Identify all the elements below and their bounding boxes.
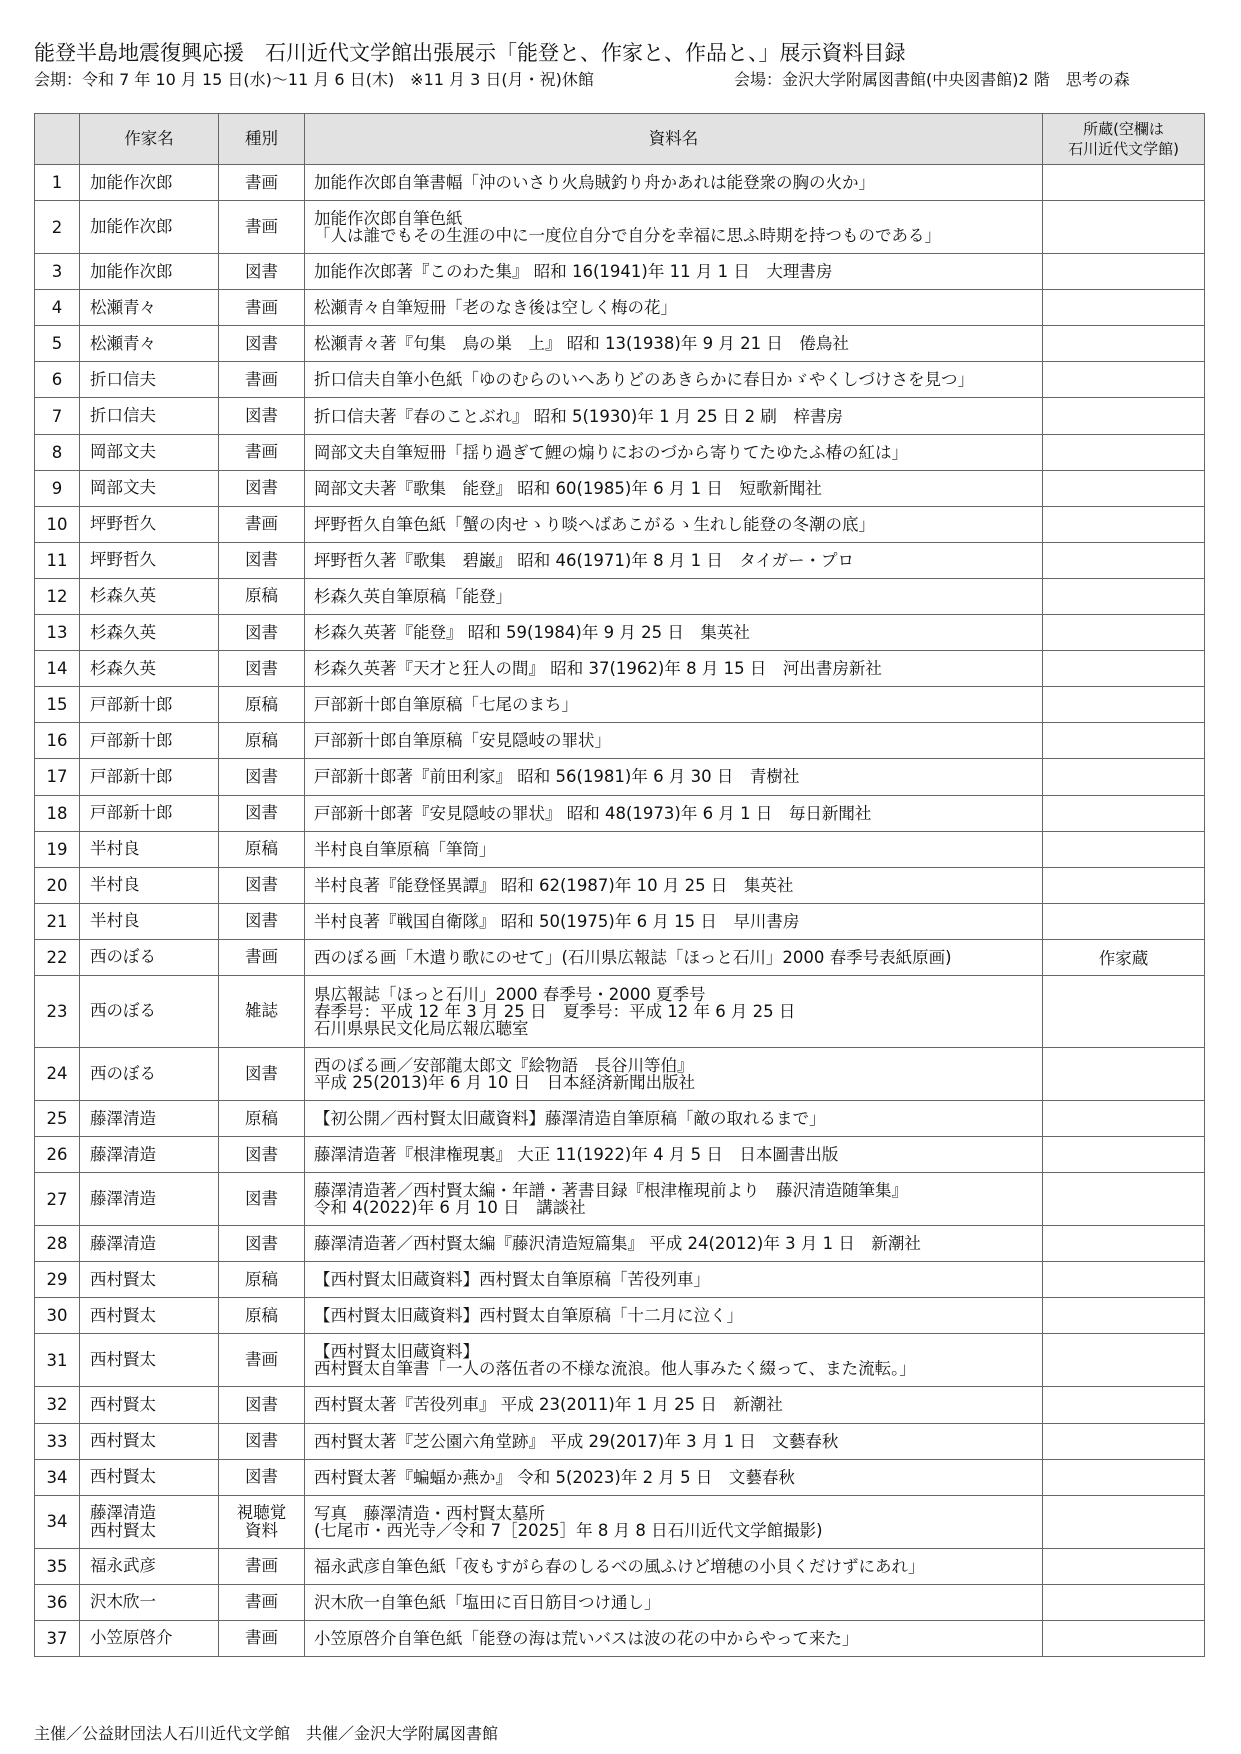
title-cell: 折口信夫自筆小色紙「ゆのむらのいへありどのあきらかに春日かゞやくしづけさを見つ」 <box>305 362 1043 398</box>
title-cell: 西村賢太著『芝公園六角堂跡』 平成 29(2017)年 3 月 1 日 文藝春秋 <box>305 1423 1043 1459</box>
catalog-table <box>34 113 1205 1657</box>
title-cell: 藤澤清造著／西村賢太編『藤沢清造短篇集』 平成 24(2012)年 3 月 1 日 新潮社 <box>305 1226 1043 1262</box>
kind-cell: 書画 <box>219 362 305 398</box>
owner-cell <box>1043 903 1205 939</box>
row-number: 1 <box>35 165 80 201</box>
owner-cell <box>1043 1548 1205 1584</box>
table-row <box>35 1047 1205 1100</box>
author-cell: 加能作次郎 <box>80 165 219 201</box>
owner-cell <box>1043 1387 1205 1423</box>
row-number: 34 <box>35 1459 80 1495</box>
row-number: 13 <box>35 615 80 651</box>
kind-cell: 図書 <box>219 1173 305 1226</box>
title-cell: 加能作次郎自筆色紙 「人は誰でもその生涯の中に一度位自分で自分を幸福に思ふ時期を持つものである」 <box>305 201 1043 254</box>
owner-cell <box>1043 759 1205 795</box>
kind-cell: 書画 <box>219 939 305 975</box>
kind-cell: 原稿 <box>219 578 305 614</box>
kind-cell: 図書 <box>219 795 305 831</box>
owner-cell <box>1043 1173 1205 1226</box>
author-cell: 西村賢太 <box>80 1387 219 1423</box>
title-cell: 戸部新十郎自筆原稿「七尾のまち」 <box>305 687 1043 723</box>
kind-cell: 図書 <box>219 1387 305 1423</box>
table-header-row <box>35 114 1205 165</box>
title-cell: 折口信夫著『春のことぶれ』 昭和 5(1930)年 1 月 25 日 2 刷 梓書房 <box>305 398 1043 434</box>
organizer-credit: 主催／公益財団法人石川近代文学館 共催／金沢大学附属図書館 <box>34 1724 499 1743</box>
column-header-owner-line1: 所蔵(空欄は <box>1083 120 1164 138</box>
author-cell: 西村賢太 <box>80 1423 219 1459</box>
kind-cell: 書画 <box>219 290 305 326</box>
row-number: 11 <box>35 542 80 578</box>
kind-cell: 図書 <box>219 254 305 290</box>
author-cell: 沢木欣一 <box>80 1584 219 1620</box>
kind-cell: 図書 <box>219 867 305 903</box>
table-row <box>35 578 1205 614</box>
exhibition-info <box>34 70 1224 90</box>
owner-cell <box>1043 615 1205 651</box>
author-cell: 西村賢太 <box>80 1459 219 1495</box>
author-cell: 藤澤清造 <box>80 1137 219 1173</box>
owner-cell <box>1043 434 1205 470</box>
row-number: 2 <box>35 201 80 254</box>
table-row <box>35 1620 1205 1656</box>
author-cell: 西村賢太 <box>80 1262 219 1298</box>
author-cell: 岡部文夫 <box>80 470 219 506</box>
author-cell: 西村賢太 <box>80 1334 219 1387</box>
row-number: 22 <box>35 939 80 975</box>
author-cell: 戸部新十郎 <box>80 759 219 795</box>
kind-cell: 書画 <box>219 165 305 201</box>
table-row <box>35 723 1205 759</box>
table-row <box>35 1262 1205 1298</box>
owner-cell <box>1043 201 1205 254</box>
title-cell: 岡部文夫自筆短冊「揺り過ぎて鯉の煽りにおのづから寄りてたゆたふ椿の紅は」 <box>305 434 1043 470</box>
author-cell: 藤澤清造 <box>80 1226 219 1262</box>
author-cell: 福永武彦 <box>80 1548 219 1584</box>
kind-cell: 図書 <box>219 1459 305 1495</box>
row-number: 20 <box>35 867 80 903</box>
table-row <box>35 1459 1205 1495</box>
table-row <box>35 795 1205 831</box>
row-number: 23 <box>35 975 80 1047</box>
row-number: 6 <box>35 362 80 398</box>
kind-cell: 図書 <box>219 326 305 362</box>
owner-cell <box>1043 651 1205 687</box>
title-cell: 坪野哲久著『歌集 碧巌』 昭和 46(1971)年 8 月 1 日 タイガー・プロ <box>305 542 1043 578</box>
table-row <box>35 903 1205 939</box>
title-cell: 藤澤清造著『根津権現裏』 大正 11(1922)年 4 月 5 日 日本圖書出版 <box>305 1137 1043 1173</box>
kind-cell: 原稿 <box>219 831 305 867</box>
row-number: 15 <box>35 687 80 723</box>
kind-cell: 図書 <box>219 1137 305 1173</box>
table-row <box>35 687 1205 723</box>
owner-cell <box>1043 506 1205 542</box>
table-row <box>35 867 1205 903</box>
kind-cell: 原稿 <box>219 1100 305 1136</box>
owner-cell <box>1043 1226 1205 1262</box>
author-cell: 折口信夫 <box>80 398 219 434</box>
row-number: 5 <box>35 326 80 362</box>
table-row <box>35 831 1205 867</box>
row-number: 28 <box>35 1226 80 1262</box>
author-cell: 松瀬青々 <box>80 326 219 362</box>
table-row <box>35 398 1205 434</box>
author-cell: 藤澤清造 <box>80 1100 219 1136</box>
title-cell: 半村良著『能登怪異譚』 昭和 62(1987)年 10 月 25 日 集英社 <box>305 867 1043 903</box>
author-cell: 折口信夫 <box>80 362 219 398</box>
author-cell: 西のぼる <box>80 975 219 1047</box>
owner-cell <box>1043 1262 1205 1298</box>
author-cell: 杉森久英 <box>80 578 219 614</box>
row-number: 24 <box>35 1047 80 1100</box>
column-header-owner <box>1043 114 1205 165</box>
title-cell: 松瀬青々著『句集 鳥の巣 上』 昭和 13(1938)年 9 月 21 日 倦鳥社 <box>305 326 1043 362</box>
owner-cell: 作家蔵 <box>1043 939 1205 975</box>
owner-cell <box>1043 1137 1205 1173</box>
kind-cell: 原稿 <box>219 1262 305 1298</box>
owner-cell <box>1043 723 1205 759</box>
title-cell: 戸部新十郎著『前田利家』 昭和 56(1981)年 6 月 30 日 青樹社 <box>305 759 1043 795</box>
author-cell: 松瀬青々 <box>80 290 219 326</box>
table-row <box>35 254 1205 290</box>
author-cell: 藤澤清造 <box>80 1173 219 1226</box>
title-cell: 【西村賢太旧蔵資料】西村賢太自筆原稿「十二月に泣く」 <box>305 1298 1043 1334</box>
catalog-body <box>35 165 1205 1657</box>
kind-cell: 雑誌 <box>219 975 305 1047</box>
table-row <box>35 1226 1205 1262</box>
kind-cell: 原稿 <box>219 687 305 723</box>
owner-cell <box>1043 687 1205 723</box>
title-cell: 松瀬青々自筆短冊「老のなき後は空しく梅の花」 <box>305 290 1043 326</box>
owner-cell <box>1043 795 1205 831</box>
kind-cell: 書画 <box>219 1620 305 1656</box>
kind-cell: 書画 <box>219 201 305 254</box>
owner-cell <box>1043 1459 1205 1495</box>
kind-cell: 図書 <box>219 651 305 687</box>
author-cell: 加能作次郎 <box>80 254 219 290</box>
owner-cell <box>1043 1495 1205 1548</box>
row-number: 18 <box>35 795 80 831</box>
kind-cell: 図書 <box>219 1047 305 1100</box>
table-row <box>35 1100 1205 1136</box>
owner-cell <box>1043 470 1205 506</box>
column-header-owner-label <box>1068 120 1179 158</box>
kind-cell: 書画 <box>219 506 305 542</box>
table-row <box>35 470 1205 506</box>
table-row <box>35 1334 1205 1387</box>
table-row <box>35 1387 1205 1423</box>
column-header-no <box>35 114 80 165</box>
title-cell: 【初公開／西村賢太旧蔵資料】藤澤清造自筆原稿「敵の取れるまで」 <box>305 1100 1043 1136</box>
table-row <box>35 1298 1205 1334</box>
row-number: 29 <box>35 1262 80 1298</box>
row-number: 26 <box>35 1137 80 1173</box>
row-number: 32 <box>35 1387 80 1423</box>
author-cell: 戸部新十郎 <box>80 723 219 759</box>
kind-cell: 図書 <box>219 1423 305 1459</box>
table-row <box>35 506 1205 542</box>
kind-cell: 視聴覚 資料 <box>219 1495 305 1548</box>
owner-cell <box>1043 1334 1205 1387</box>
author-cell: 杉森久英 <box>80 615 219 651</box>
author-cell: 坪野哲久 <box>80 542 219 578</box>
row-number: 19 <box>35 831 80 867</box>
kind-cell: 図書 <box>219 759 305 795</box>
title-cell: 坪野哲久自筆色紙「蟹の肉せゝり啖へばあこがるゝ生れし能登の冬潮の底」 <box>305 506 1043 542</box>
kind-cell: 図書 <box>219 1226 305 1262</box>
kind-cell: 書画 <box>219 1334 305 1387</box>
owner-cell <box>1043 254 1205 290</box>
author-cell: 杉森久英 <box>80 651 219 687</box>
kind-cell: 図書 <box>219 615 305 651</box>
title-cell: 半村良自筆原稿「筆筒」 <box>305 831 1043 867</box>
row-number: 25 <box>35 1100 80 1136</box>
owner-cell <box>1043 1584 1205 1620</box>
title-cell: 戸部新十郎自筆原稿「安見隠岐の罪状」 <box>305 723 1043 759</box>
table-row <box>35 1495 1205 1548</box>
owner-cell <box>1043 831 1205 867</box>
kind-cell: 図書 <box>219 398 305 434</box>
author-cell: 戸部新十郎 <box>80 687 219 723</box>
author-cell: 西のぼる <box>80 939 219 975</box>
table-row <box>35 1548 1205 1584</box>
row-number: 7 <box>35 398 80 434</box>
table-row <box>35 1584 1205 1620</box>
author-cell: 西村賢太 <box>80 1298 219 1334</box>
author-cell: 岡部文夫 <box>80 434 219 470</box>
author-cell: 半村良 <box>80 831 219 867</box>
column-header-title: 資料名 <box>305 114 1043 165</box>
owner-cell <box>1043 1298 1205 1334</box>
table-row <box>35 326 1205 362</box>
row-number: 21 <box>35 903 80 939</box>
author-cell: 加能作次郎 <box>80 201 219 254</box>
table-row <box>35 759 1205 795</box>
row-number: 27 <box>35 1173 80 1226</box>
title-cell: 福永武彦自筆色紙「夜もすがら春のしるべの風ふけど増穂の小貝くだけずにあれ」 <box>305 1548 1043 1584</box>
title-cell: 写真 藤澤清造・西村賢太墓所 (七尾市・西光寺／令和 7［2025］年 8 月 8 日石川近代文学館撮影) <box>305 1495 1043 1548</box>
owner-cell <box>1043 362 1205 398</box>
row-number: 8 <box>35 434 80 470</box>
row-number: 14 <box>35 651 80 687</box>
row-number: 10 <box>35 506 80 542</box>
row-number: 16 <box>35 723 80 759</box>
title-cell: 西村賢太著『苦役列車』 平成 23(2011)年 1 月 25 日 新潮社 <box>305 1387 1043 1423</box>
table-row <box>35 615 1205 651</box>
author-cell: 戸部新十郎 <box>80 795 219 831</box>
owner-cell <box>1043 398 1205 434</box>
owner-cell <box>1043 326 1205 362</box>
exhibition-period: 会期：令和 7 年 10 月 15 日(水)～11 月 6 日(木) ※11 月 3 日(月・祝)休館 <box>34 70 594 89</box>
title-cell: 西のぼる画／安部龍太郎文『絵物語 長谷川等伯』 平成 25(2013)年 6 月 10 日 日本経済新聞出版社 <box>305 1047 1043 1100</box>
title-cell: 西村賢太著『蝙蝠か燕か』 令和 5(2023)年 2 月 5 日 文藝春秋 <box>305 1459 1043 1495</box>
table-row <box>35 434 1205 470</box>
table-row <box>35 1137 1205 1173</box>
author-cell: 藤澤清造 西村賢太 <box>80 1495 219 1548</box>
owner-cell <box>1043 1047 1205 1100</box>
kind-cell: 図書 <box>219 470 305 506</box>
kind-cell: 書画 <box>219 1584 305 1620</box>
row-number: 9 <box>35 470 80 506</box>
row-number: 17 <box>35 759 80 795</box>
row-number: 31 <box>35 1334 80 1387</box>
title-cell: 加能作次郎自筆書幅「沖のいさり火烏賊釣り舟かあれは能登衆の胸の火か」 <box>305 165 1043 201</box>
row-number: 35 <box>35 1548 80 1584</box>
kind-cell: 書画 <box>219 1548 305 1584</box>
owner-cell <box>1043 975 1205 1047</box>
kind-cell: 原稿 <box>219 723 305 759</box>
kind-cell: 図書 <box>219 542 305 578</box>
column-header-owner-line2: 石川近代文学館) <box>1068 140 1179 158</box>
title-cell: 【西村賢太旧蔵資料】西村賢太自筆原稿「苦役列車」 <box>305 1262 1043 1298</box>
owner-cell <box>1043 165 1205 201</box>
owner-cell <box>1043 867 1205 903</box>
table-row <box>35 975 1205 1047</box>
kind-cell: 書画 <box>219 434 305 470</box>
title-cell: 藤澤清造著／西村賢太編・年譜・著書目録『根津権現前より 藤沢清造随筆集』 令和 4(2022)年 6 月 10 日 講談社 <box>305 1173 1043 1226</box>
author-cell: 坪野哲久 <box>80 506 219 542</box>
table-row <box>35 165 1205 201</box>
row-number: 3 <box>35 254 80 290</box>
column-header-kind: 種別 <box>219 114 305 165</box>
title-cell: 【西村賢太旧蔵資料】 西村賢太自筆書「一人の落伍者の不様な流浪。他人事みたく綴って、また流転。」 <box>305 1334 1043 1387</box>
author-cell: 半村良 <box>80 867 219 903</box>
title-cell: 小笠原啓介自筆色紙「能登の海は荒いバスは波の花の中からやって来た」 <box>305 1620 1043 1656</box>
row-number: 37 <box>35 1620 80 1656</box>
column-header-author: 作家名 <box>80 114 219 165</box>
row-number: 4 <box>35 290 80 326</box>
table-row <box>35 290 1205 326</box>
title-cell: 半村良著『戦国自衛隊』 昭和 50(1975)年 6 月 15 日 早川書房 <box>305 903 1043 939</box>
title-cell: 杉森久英自筆原稿「能登」 <box>305 578 1043 614</box>
row-number: 33 <box>35 1423 80 1459</box>
author-cell: 半村良 <box>80 903 219 939</box>
owner-cell <box>1043 542 1205 578</box>
title-cell: 岡部文夫著『歌集 能登』 昭和 60(1985)年 6 月 1 日 短歌新聞社 <box>305 470 1043 506</box>
title-cell: 杉森久英著『天才と狂人の間』 昭和 37(1962)年 8 月 15 日 河出書房新社 <box>305 651 1043 687</box>
author-cell: 小笠原啓介 <box>80 1620 219 1656</box>
owner-cell <box>1043 1423 1205 1459</box>
title-cell: 加能作次郎著『このわた集』 昭和 16(1941)年 11 月 1 日 大理書房 <box>305 254 1043 290</box>
author-cell: 西のぼる <box>80 1047 219 1100</box>
owner-cell <box>1043 290 1205 326</box>
table-row <box>35 1423 1205 1459</box>
table-row <box>35 939 1205 975</box>
title-cell: 杉森久英著『能登』 昭和 59(1984)年 9 月 25 日 集英社 <box>305 615 1043 651</box>
document-title: 能登半島地震復興応援 石川近代文学館出張展示「能登と、作家と、作品と、」展示資料目録 <box>34 41 906 65</box>
kind-cell: 図書 <box>219 903 305 939</box>
kind-cell: 原稿 <box>219 1298 305 1334</box>
table-row <box>35 1173 1205 1226</box>
table-row <box>35 542 1205 578</box>
table-row <box>35 651 1205 687</box>
exhibition-venue: 会場：金沢大学附属図書館(中央図書館)2 階 思考の森 <box>734 70 1130 89</box>
table-row <box>35 362 1205 398</box>
row-number: 34 <box>35 1495 80 1548</box>
owner-cell <box>1043 1100 1205 1136</box>
table-row <box>35 201 1205 254</box>
title-cell: 沢木欣一自筆色紙「塩田に百日筋目つけ通し」 <box>305 1584 1043 1620</box>
row-number: 12 <box>35 578 80 614</box>
row-number: 36 <box>35 1584 80 1620</box>
owner-cell <box>1043 1620 1205 1656</box>
title-cell: 戸部新十郎著『安見隠岐の罪状』 昭和 48(1973)年 6 月 1 日 毎日新聞社 <box>305 795 1043 831</box>
title-cell: 県広報誌「ほっと石川」2000 春季号・2000 夏季号 春季号：平成 12 年 3 月 25 日 夏季号：平成 12 年 6 月 25 日 石川県県民文化局広報広聴室 <box>305 975 1043 1047</box>
title-cell: 西のぼる画「木遣り歌にのせて」(石川県広報誌「ほっと石川」2000 春季号表紙原画) <box>305 939 1043 975</box>
owner-cell <box>1043 578 1205 614</box>
row-number: 30 <box>35 1298 80 1334</box>
